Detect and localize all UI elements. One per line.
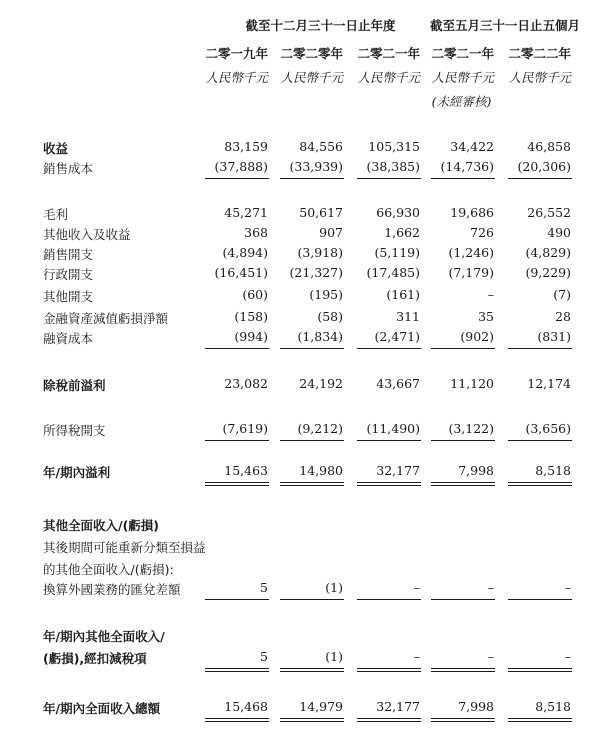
double-underline-rule (280, 482, 344, 483)
underline-rule (431, 599, 495, 600)
double-underline-rule (431, 482, 495, 483)
row-value: – (487, 649, 494, 664)
header-year-0: 二零一九年 (205, 46, 268, 61)
row-value: – (564, 649, 571, 664)
row-label: 年/期內全面收入總額 (43, 701, 161, 716)
underline-rule (357, 440, 421, 441)
row-value: (9,212) (297, 421, 343, 436)
double-underline-rule (280, 668, 344, 669)
row-value: (11,490) (366, 421, 420, 436)
row-value: (37,888) (214, 159, 268, 174)
row-value: 50,617 (299, 205, 343, 220)
row-value: 5 (260, 649, 268, 664)
row-value: 15,463 (224, 463, 268, 478)
row-value: 15,468 (224, 699, 268, 714)
underline-rule (280, 178, 344, 179)
row-value: – (413, 580, 420, 595)
double-underline-rule (431, 485, 495, 486)
row-value: (158) (234, 309, 268, 324)
row-value: (3,656) (525, 421, 571, 436)
row-value: 32,177 (376, 463, 420, 478)
row-value: (58) (317, 309, 343, 324)
row-label: 銷售成本 (43, 161, 94, 176)
header-year-1: 二零二零年 (280, 46, 343, 61)
row-label: 除稅前溢利 (43, 378, 106, 393)
row-value: (4,829) (525, 245, 571, 260)
row-value: 32,177 (376, 699, 420, 714)
header-unit-4: 人民幣千元 (508, 70, 571, 85)
underline-rule (280, 348, 344, 349)
row-value: 105,315 (368, 139, 420, 154)
double-underline-rule (280, 485, 344, 486)
row-value: 35 (478, 309, 494, 324)
row-value: 14,979 (299, 699, 343, 714)
row-label: 其他收入及收益 (43, 227, 131, 242)
double-underline-rule (280, 718, 344, 719)
row-value: (4,894) (222, 245, 268, 260)
row-label: 其後期間可能重新分類至損益 (43, 540, 206, 555)
header-unit-3: 人民幣千元 (431, 70, 494, 85)
row-value: 12,174 (527, 376, 571, 391)
row-value: 23,082 (224, 376, 268, 391)
row-value: (7,619) (222, 421, 268, 436)
row-label: 的其他全面收入/(虧損): (43, 562, 174, 577)
row-value: (33,939) (289, 159, 343, 174)
row-value: (20,306) (517, 159, 571, 174)
row-value: 14,980 (299, 463, 343, 478)
row-value: (3,122) (448, 421, 494, 436)
double-underline-rule (357, 485, 421, 486)
row-value: (3,918) (297, 245, 343, 260)
row-value: (831) (537, 329, 571, 344)
row-value: 7,998 (458, 463, 494, 478)
row-value: (1,246) (448, 245, 494, 260)
double-underline-rule (508, 721, 572, 722)
row-value: 24,192 (299, 376, 343, 391)
header-year-4: 二零二二年 (508, 46, 571, 61)
double-underline-rule (205, 671, 269, 672)
row-value: 34,422 (450, 139, 494, 154)
double-underline-rule (357, 482, 421, 483)
header-year-2: 二零二一年 (357, 46, 420, 61)
underline-rule (205, 178, 269, 179)
underline-rule (431, 440, 495, 441)
row-value: (60) (242, 287, 268, 302)
double-underline-rule (205, 721, 269, 722)
row-value: 19,686 (450, 205, 494, 220)
underline-rule (508, 440, 572, 441)
row-label: 融資成本 (43, 331, 94, 346)
underline-rule (508, 348, 572, 349)
double-underline-rule (205, 718, 269, 719)
double-underline-rule (431, 718, 495, 719)
underline-rule (357, 348, 421, 349)
row-value: (5,119) (374, 245, 420, 260)
row-value: 46,858 (527, 139, 571, 154)
row-value: (7,179) (448, 265, 494, 280)
underline-rule (205, 348, 269, 349)
row-label: 收益 (43, 141, 69, 156)
double-underline-rule (431, 668, 495, 669)
double-underline-rule (508, 718, 572, 719)
row-label: 年/期內溢利 (43, 465, 111, 480)
row-value: – (487, 580, 494, 595)
row-value: 907 (319, 225, 343, 240)
double-underline-rule (205, 668, 269, 669)
row-value: 311 (396, 309, 420, 324)
row-value: 11,120 (450, 376, 494, 391)
header-year-3: 二零二一年 (431, 46, 494, 61)
double-underline-rule (280, 671, 344, 672)
row-value: (38,385) (366, 159, 420, 174)
underline-rule (280, 599, 344, 600)
row-value: 28 (555, 309, 571, 324)
row-value: 45,271 (224, 205, 268, 220)
row-value: 83,159 (224, 139, 268, 154)
underline-rule (280, 440, 344, 441)
double-underline-rule (357, 671, 421, 672)
double-underline-rule (431, 721, 495, 722)
row-value: 8,518 (535, 463, 571, 478)
double-underline-rule (357, 718, 421, 719)
row-label: (虧損),經扣減稅項 (43, 651, 147, 666)
header-unit-1: 人民幣千元 (280, 70, 343, 85)
row-value: 490 (547, 225, 571, 240)
row-value: 43,667 (376, 376, 420, 391)
underline-rule (357, 178, 421, 179)
row-label: 金融資產減值虧損淨額 (43, 311, 169, 326)
row-label: 其他開支 (43, 289, 94, 304)
row-value: (16,451) (214, 265, 268, 280)
double-underline-rule (508, 482, 572, 483)
underline-rule (357, 599, 421, 600)
row-value: (1,834) (297, 329, 343, 344)
header-group-five-months: 截至五月三十一日止五個月 (429, 18, 580, 33)
double-underline-rule (280, 721, 344, 722)
row-label: 所得稅開支 (43, 423, 106, 438)
row-value: 726 (470, 225, 494, 240)
row-value: – (413, 649, 420, 664)
double-underline-rule (205, 485, 269, 486)
row-value: 7,998 (458, 699, 494, 714)
row-value: (14,736) (440, 159, 494, 174)
underline-rule (431, 348, 495, 349)
double-underline-rule (357, 721, 421, 722)
row-value: 368 (244, 225, 268, 240)
underline-rule (205, 440, 269, 441)
row-value: (2,471) (374, 329, 420, 344)
row-label: 銷售開支 (43, 247, 94, 262)
double-underline-rule (508, 668, 572, 669)
row-value: 1,662 (384, 225, 420, 240)
underline-rule (508, 599, 572, 600)
header-unaudited: (未經審核) (431, 94, 492, 109)
row-value: 8,518 (535, 699, 571, 714)
row-value: (17,485) (366, 265, 420, 280)
row-value: (994) (234, 329, 268, 344)
row-label: 毛利 (43, 207, 69, 222)
double-underline-rule (508, 671, 572, 672)
row-label: 行政開支 (43, 267, 94, 282)
double-underline-rule (205, 482, 269, 483)
underline-rule (205, 599, 269, 600)
row-value: – (487, 287, 494, 302)
row-value: (9,229) (525, 265, 571, 280)
row-value: (195) (309, 287, 343, 302)
underline-rule (508, 178, 572, 179)
row-value: 26,552 (527, 205, 571, 220)
row-value: 5 (260, 580, 268, 595)
row-value: (21,327) (289, 265, 343, 280)
header-unit-0: 人民幣千元 (205, 70, 268, 85)
double-underline-rule (357, 668, 421, 669)
double-underline-rule (431, 671, 495, 672)
row-value: (902) (460, 329, 494, 344)
header-unit-2: 人民幣千元 (357, 70, 420, 85)
double-underline-rule (508, 485, 572, 486)
row-label: 其他全面收入/(虧損) (43, 518, 159, 533)
underline-rule (431, 178, 495, 179)
row-value: (1) (325, 580, 343, 595)
header-group-annual: 截至十二月三十一日止年度 (245, 18, 396, 33)
row-value: 84,556 (299, 139, 343, 154)
row-label: 換算外國業務的匯兌差額 (43, 582, 181, 597)
row-value: (161) (386, 287, 420, 302)
row-value: 66,930 (376, 205, 420, 220)
row-value: (1) (325, 649, 343, 664)
row-label: 年/期內其他全面收入/ (43, 629, 165, 644)
row-value: (7) (553, 287, 571, 302)
row-value: – (564, 580, 571, 595)
